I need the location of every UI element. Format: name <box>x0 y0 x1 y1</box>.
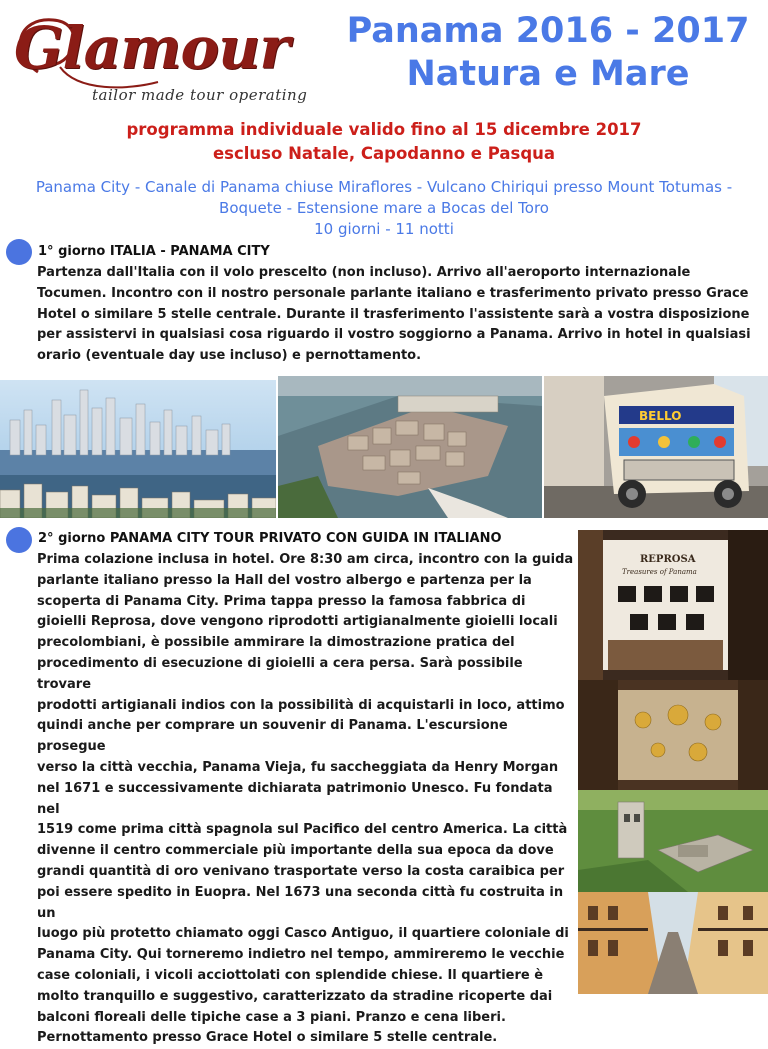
day1-title: 1° giorno ITALIA - PANAMA CITY <box>38 244 270 259</box>
title-line-1: Panama 2016 - 2017 <box>346 11 750 51</box>
reprosa-subsign: Treasures of Panama <box>622 568 697 576</box>
page-title <box>330 10 766 96</box>
day1-line: per assistervi in qualsiasi cosa riguardo il vostro soggiorno a Panama. Arrivo in hotel in qualsiasi <box>37 327 751 343</box>
day1-line: orario (eventuale day use incluso) e pernottamento. <box>37 348 422 364</box>
day2-line: molto tranquillo e suggestivo, caratterizzato da stradine ricoperte dai <box>37 988 553 1004</box>
brand-logo <box>8 12 308 110</box>
day2-line: parlante italiano presso la Hall del vostro albergo e partenza per la <box>37 572 532 588</box>
day2-line: quindi anche per comprare un souvenir di Panama. L'escursione prosegue <box>37 718 508 755</box>
day2-line: luogo più protetto chiamato oggi Casco Antiguo, il quartiere coloniale di <box>37 926 569 942</box>
photo-panama-skyline <box>0 380 276 518</box>
validity-line-1: programma individuale valido fino al 15 dicembre 2017 <box>126 120 642 139</box>
title-line-2: Natura e Mare <box>406 54 690 94</box>
day2-line: precolombiani, è possibile ammirare la dimostrazione pratica del <box>37 635 515 651</box>
day2-line: nel 1671 e successivamente dichiarata patrimonio Unesco. Fu fondata nel <box>37 780 553 817</box>
photo-panama-vieja-ruins <box>578 790 768 892</box>
day2-line: divenne il centro commerciale più importante della sua epoca da dove <box>37 843 554 859</box>
day2-line: grandi quantità di oro venivano trasportate verso la costa caraibica per <box>37 863 565 879</box>
validity-line-2: escluso Natale, Capodanno e Pasqua <box>212 144 556 163</box>
day2-line: balconi floreali delle tipiche case a 3 piani. Pranzo e cena liberi. <box>37 1009 506 1025</box>
photo-gold-jewelry <box>578 680 768 790</box>
route-line-3: 10 giorni - 11 notti <box>314 220 454 238</box>
day2-body <box>37 550 577 1049</box>
day2-line: case coloniali, i vicoli acciottolati con splendide chiese. Il quartiere è <box>37 967 544 983</box>
day2-line: gioielli Reprosa, dove vengono riprodotti artigianalmente gioielli locali <box>37 614 558 630</box>
day2-line: procedimento di esecuzione di gioielli a cera persa. Sarà possibile trovare <box>37 655 523 692</box>
logo-wordmark: Glamour <box>14 14 289 82</box>
photo-casco-antiguo-aerial <box>278 376 542 518</box>
day2-line: prodotti artigianali indios con la possibilità di acquistarli in loco, attimo <box>37 697 565 713</box>
day1-line: Partenza dall'Italia con il volo prescelto (non incluso). Arrivo all'aeroporto internazionale <box>37 265 691 280</box>
day2-bullet-icon <box>6 527 32 553</box>
day2-title: 2° giorno PANAMA CITY TOUR PRIVATO CON GUIDA IN ITALIANO <box>38 531 502 546</box>
day2-line: Pernottamento presso Grace Hotel o similare 5 stelle centrale. <box>37 1030 498 1046</box>
photo-diablo-rojo-bus <box>544 376 768 518</box>
day2-line: 1519 come prima città spagnola sul Pacifico del centro America. La città <box>37 822 568 838</box>
day2-line: Prima colazione inclusa in hotel. Ore 8:30 am circa, incontro con la guida <box>37 552 574 567</box>
day1-body <box>37 263 767 367</box>
validity-note <box>0 118 768 166</box>
day2-line: Panama City. Qui torneremo indietro nel tempo, ammireremo le vecchie <box>37 947 565 963</box>
logo-tagline: tailor made tour operating <box>92 86 308 104</box>
day2-line: poi essere spedito in Euopra. Nel 1673 una seconda città fu costruita in un <box>37 884 564 921</box>
day2-line: verso la città vecchia, Panama Vieja, fu saccheggiata da Henry Morgan <box>37 759 559 775</box>
reprosa-sign: REPROSA <box>640 554 696 565</box>
photo-reprosa-shop <box>578 530 768 680</box>
day1-line: Tocumen. Incontro con il nostro personale parlante italiano e trasferimento privato presso Grace <box>37 285 749 301</box>
route-line-1: Panama City - Canale di Panama chiuse Miraflores - Vulcano Chiriqui presso Mount Totumas - <box>35 178 733 196</box>
route-summary <box>0 177 768 240</box>
bus-sign: BELLO <box>639 409 682 423</box>
route-line-2: Boquete - Estensione mare a Bocas del Toro <box>219 199 549 217</box>
photo-colonial-street <box>578 892 768 994</box>
day1-bullet-icon <box>6 239 32 265</box>
day1-line: Hotel o similare 5 stelle centrale. Durante il trasferimento l'assistente sarà a vostra disposizione <box>37 306 750 322</box>
day2-line: scoperta di Panama City. Prima tappa presso la famosa fabbrica di <box>37 593 526 609</box>
